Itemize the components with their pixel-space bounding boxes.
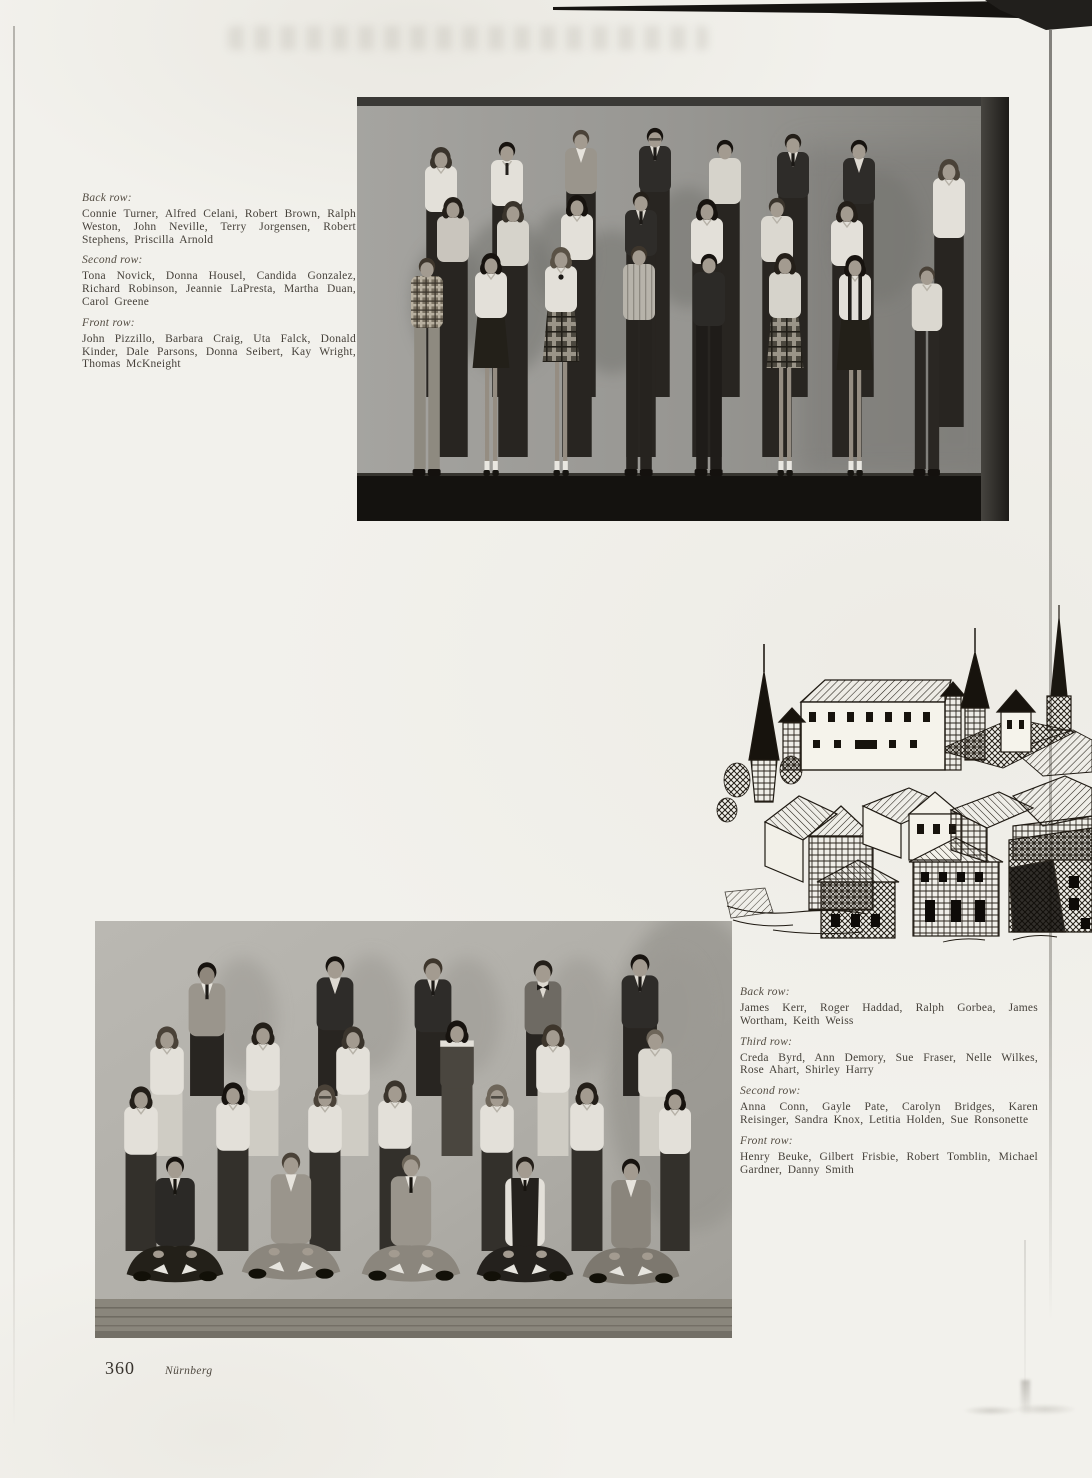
row-names: James Kerr, Roger Haddad, Ralph Gorbea, James Wortham, Keith Weiss (740, 1002, 1038, 1027)
row-label: Front row: (82, 316, 135, 329)
caption-section (82, 254, 356, 308)
scan-smudge (955, 1395, 1075, 1421)
row-label: Third row: (740, 1035, 793, 1048)
town-sketch-image (713, 600, 1092, 948)
caption-section (82, 317, 356, 371)
group-photo-top-image (357, 97, 1009, 521)
row-names: Connie Turner, Alfred Celani, Robert Brown, Ralph Weston, John Neville, Terry Jorgensen, Robert Stephens, Priscilla Arnold (82, 208, 356, 246)
row-names: Anna Conn, Gayle Pate, Carolyn Bridges, Karen Reisinger, Sandra Knox, Letitia Holden, Sue Ronsonette (740, 1101, 1038, 1126)
caption-top-photo (82, 192, 356, 372)
group-photo-bottom-image (95, 921, 732, 1338)
caption-bottom-photo (740, 986, 1038, 1177)
page-footer (105, 1358, 213, 1379)
footer-caption: Nürnberg (165, 1365, 213, 1377)
row-label: Back row: (740, 986, 790, 998)
caption-section (740, 1036, 1038, 1078)
row-names: Tona Novick, Donna Housel, Candida Gonzalez, Richard Robinson, Jeannie LaPresta, Martha Duan, Carol Greene (82, 270, 356, 308)
row-names: Creda Byrd, Ann Demory, Sue Fraser, Nelle Wilkes, Rose Ahart, Shirley Harry (740, 1051, 1038, 1077)
caption-section (740, 986, 1038, 1028)
row-label: Front row: (740, 1134, 793, 1147)
group-photo-bottom (95, 921, 732, 1338)
row-names: Henry Beuke, Gilbert Frisbie, Robert Tomblin, Michael Gardner, Danny Smith (740, 1150, 1038, 1176)
caption-section (740, 1085, 1038, 1127)
row-label: Second row: (82, 254, 143, 267)
group-photo-top (357, 97, 1009, 521)
caption-section (740, 1135, 1038, 1177)
caption-section (82, 192, 356, 246)
nurnberg-town-sketch (713, 600, 1092, 948)
page-bleed-through (228, 26, 708, 50)
scan-smudge-vertical (1021, 1380, 1030, 1416)
row-label: Second row: (740, 1085, 801, 1098)
row-names: John Pizzillo, Barbara Craig, Uta Falck, Donald Kinder, Dale Parsons, Donna Seibert, Kay Wright, Thomas McKneight (82, 332, 356, 371)
row-label: Back row: (82, 192, 132, 204)
page-number: 360 (105, 1358, 135, 1378)
page-edge-left (13, 26, 15, 1430)
